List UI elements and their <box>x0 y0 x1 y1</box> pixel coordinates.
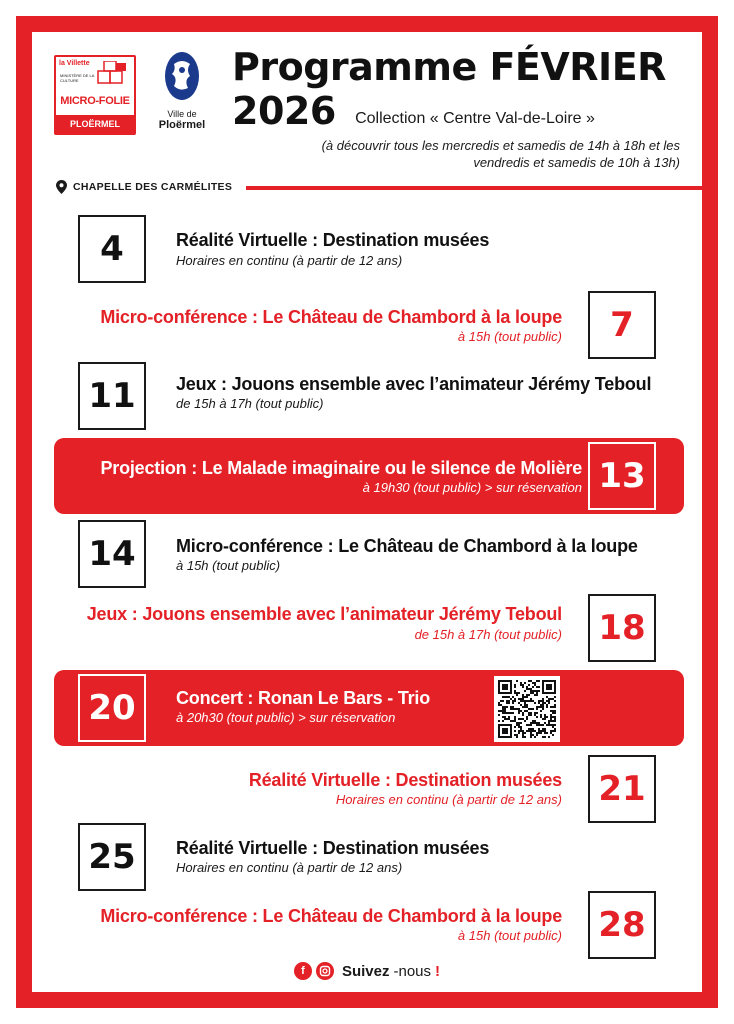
city-logo-line1: Ville de <box>167 109 197 119</box>
event-title: Jeux : Jouons ensemble avec l’animateur Jérémy Teboul <box>86 604 562 624</box>
day-box: 4 <box>78 215 146 283</box>
opening-hours: (à découvrir tous les mercredis et samedis de 14h à 18h et les vendredis et samedis de 10h à 13h) <box>321 138 680 170</box>
event-subtitle: à 19h30 (tout public) > sur réservation <box>362 480 582 495</box>
day-box: 14 <box>78 520 146 588</box>
day-box: 13 <box>588 442 656 510</box>
qr-code-icon <box>498 680 556 738</box>
event-subtitle: à 15h (tout public) <box>176 558 281 573</box>
day-box: 21 <box>588 755 656 823</box>
facebook-icon[interactable]: f <box>294 962 312 980</box>
day-box: 25 <box>78 823 146 891</box>
logo-sub-text: PLOËRMEL <box>56 115 134 133</box>
day-box: 11 <box>78 362 146 430</box>
day-box: 18 <box>588 594 656 662</box>
page-title: Programme FÉVRIER 2026 <box>232 45 666 133</box>
event-title: Réalité Virtuelle : Destination musées <box>248 770 562 790</box>
ploermel-city-logo <box>156 50 208 138</box>
instagram-icon[interactable] <box>316 962 334 980</box>
event-subtitle: à 15h (tout public) <box>457 928 562 943</box>
micro-folie-logo <box>54 55 136 135</box>
location-text: CHAPELLE DES CARMÉLITES <box>73 181 233 193</box>
event-title: Concert : Ronan Le Bars - Trio <box>176 688 431 708</box>
event-subtitle: de 15h à 17h (tout public) <box>414 627 562 642</box>
cubes-icon <box>96 61 130 87</box>
event-title: Réalité Virtuelle : Destination musées <box>176 230 490 250</box>
event-title: Jeux : Jouons ensemble avec l’animateur Jérémy Teboul <box>176 374 652 394</box>
event-subtitle: Horaires en continu (à partir de 12 ans) <box>176 253 403 268</box>
footer-follow <box>0 962 734 980</box>
city-emblem-icon <box>162 50 202 102</box>
follow-text-bold: Suivez <box>341 962 390 980</box>
event-title: Projection : Le Malade imaginaire ou le silence de Molière <box>100 458 582 478</box>
follow-exclamation: ! <box>435 962 441 980</box>
location-divider <box>246 186 702 190</box>
event-subtitle: de 15h à 17h (tout public) <box>176 396 324 411</box>
qr-code[interactable] <box>494 676 560 742</box>
event-subtitle: Horaires en continu (à partir de 12 ans) <box>335 792 562 807</box>
event-subtitle: à 15h (tout public) <box>457 329 562 344</box>
event-subtitle: à 20h30 (tout public) > sur réservation <box>176 710 396 725</box>
logo-villette-text: la Villette <box>59 60 90 67</box>
logo-main-text: MICRO-FOLIE <box>60 95 130 107</box>
day-box: 20 <box>78 674 146 742</box>
collection-subtitle: Collection « Centre Val-de-Loire » <box>355 110 595 127</box>
event-title: Micro-conférence : Le Château de Chambord à la loupe <box>176 536 638 556</box>
logo-ministry-text: MINISTÈRE DE LA CULTURE <box>60 73 95 83</box>
city-logo-line2: Ploërmel <box>158 119 206 131</box>
event-subtitle: Horaires en continu (à partir de 12 ans) <box>176 860 403 875</box>
event-title: Micro-conférence : Le Château de Chambord à la loupe <box>100 307 562 327</box>
location-pin-icon <box>56 180 67 194</box>
location-label <box>56 180 232 194</box>
event-title: Micro-conférence : Le Château de Chambord à la loupe <box>100 906 562 926</box>
day-box: 7 <box>588 291 656 359</box>
event-title: Réalité Virtuelle : Destination musées <box>176 838 490 858</box>
day-box: 28 <box>588 891 656 959</box>
follow-text-rest: -nous <box>393 962 432 980</box>
